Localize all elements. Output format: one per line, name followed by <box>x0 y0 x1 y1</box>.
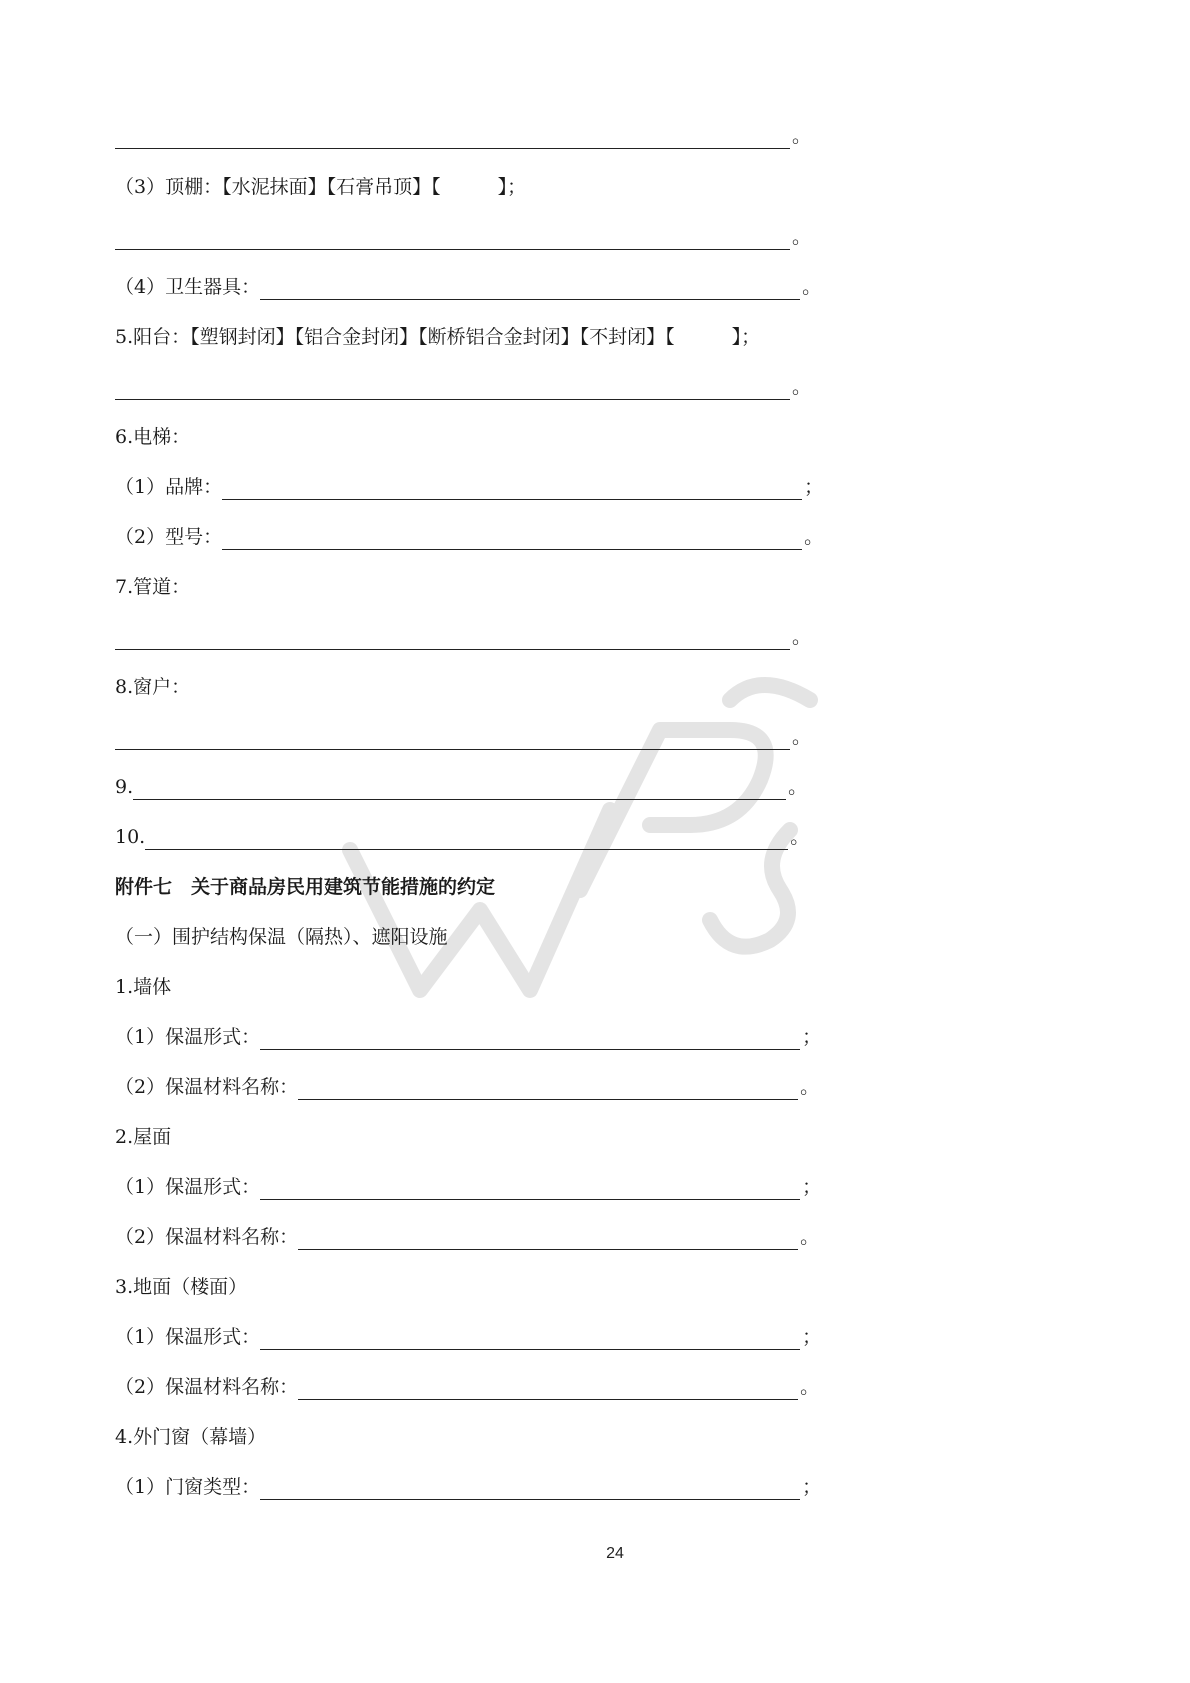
blank-field[interactable] <box>260 1473 800 1500</box>
pipes-heading: 7.管道： <box>115 576 191 598</box>
blank-field[interactable] <box>133 773 786 800</box>
blank-field[interactable] <box>222 473 802 500</box>
blank-field[interactable] <box>222 523 802 550</box>
fill-line-1: 。 <box>115 119 811 153</box>
blank-field[interactable] <box>115 122 790 149</box>
floor-heading: 3.地面（楼面） <box>115 1276 248 1298</box>
blank-field[interactable] <box>115 723 790 750</box>
balcony-options: 5.阳台：【塑钢封闭】【铝合金封闭】【断桥铝合金封闭】【不封闭】【 】； <box>115 326 761 348</box>
fill-line-balcony: 。 <box>115 370 811 404</box>
fill-line-windows: 。 <box>115 720 811 754</box>
appendix-7-title: 附件七 关于商品房民用建筑节能措施的约定 <box>115 876 496 898</box>
ceiling-options: （3）顶棚：【水泥抹面】【石膏吊顶】【 】； <box>115 176 527 198</box>
window-type-line: （1）门窗类型： ； <box>115 1470 821 1504</box>
elevator-heading: 6.电梯： <box>115 426 191 448</box>
item-9-line: 9. 。 <box>115 770 807 804</box>
blank-field[interactable] <box>260 1173 800 1200</box>
blank-field[interactable] <box>115 623 790 650</box>
elevator-model-line: （2）型号： 。 <box>115 520 823 554</box>
fill-line-ceiling: 。 <box>115 220 811 254</box>
blank-field[interactable] <box>298 1073 798 1100</box>
page-number: 24 <box>606 1545 624 1562</box>
blank-field[interactable] <box>260 1023 800 1050</box>
roof-insulation-form-line: （1）保温形式： ； <box>115 1170 821 1204</box>
exterior-windows-heading: 4.外门窗（幕墙） <box>115 1426 267 1448</box>
section-1-heading: （一）围护结构保温（隔热）、遮阳设施 <box>115 926 448 948</box>
wall-insulation-form-line: （1）保温形式： ； <box>115 1020 821 1054</box>
roof-heading: 2.屋面 <box>115 1126 172 1148</box>
blank-field[interactable] <box>115 223 790 250</box>
blank-field[interactable] <box>260 273 800 300</box>
elevator-brand-line: （1）品牌： ； <box>115 470 823 504</box>
sanitary-ware-line: （4）卫生器具： 。 <box>115 270 821 304</box>
blank-field[interactable] <box>260 1323 800 1350</box>
windows-heading: 8.窗户： <box>115 676 191 698</box>
floor-insulation-form-line: （1）保温形式： ； <box>115 1320 821 1354</box>
blank-field[interactable] <box>115 373 790 400</box>
wall-heading: 1.墙体 <box>115 976 172 998</box>
fill-line-pipes: 。 <box>115 620 811 654</box>
item-10-line: 10. 。 <box>115 820 809 854</box>
blank-field[interactable] <box>298 1223 798 1250</box>
roof-insulation-material-line: （2）保温材料名称： 。 <box>115 1220 819 1254</box>
blank-field[interactable] <box>298 1373 798 1400</box>
wall-insulation-material-line: （2）保温材料名称： 。 <box>115 1070 819 1104</box>
blank-field[interactable] <box>145 823 788 850</box>
floor-insulation-material-line: （2）保温材料名称： 。 <box>115 1370 819 1404</box>
